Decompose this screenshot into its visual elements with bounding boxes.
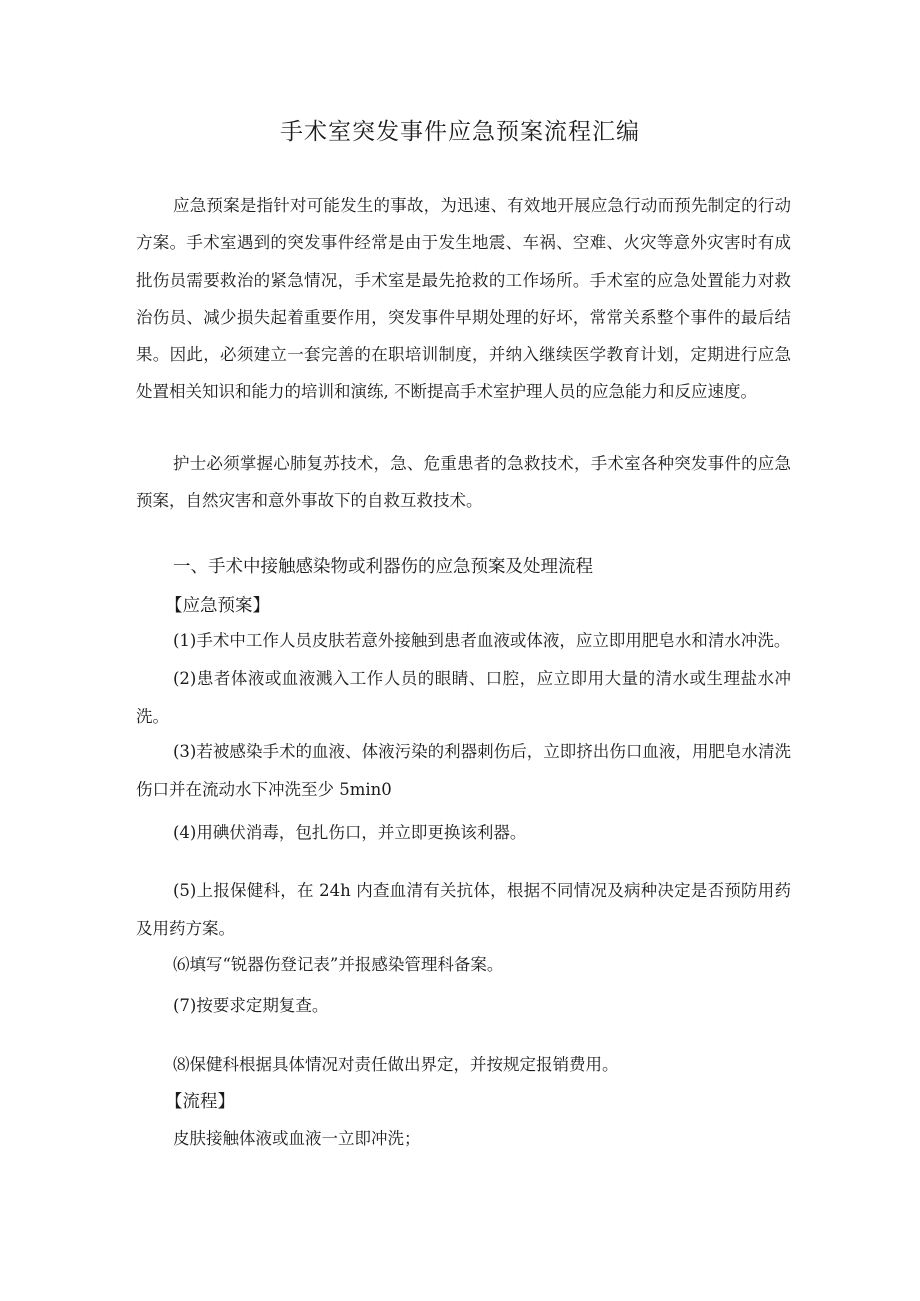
flow-label: 【流程】 xyxy=(165,1092,235,1112)
plan-label: 【应急预案】 xyxy=(165,596,270,616)
list-item: (2)患者体液或血液溅入工作人员的眼睛、口腔，应立即用大量的清水或生理盐水冲洗。 xyxy=(136,669,791,726)
section-heading: 一、手术中接触感染物或利器伤的应急预案及处理流程 xyxy=(173,557,593,577)
list-item: (7)按要求定期复查。 xyxy=(173,996,329,1015)
list-item: (5)上报保健科，在 24h 内查血清有关抗体，根据不同情况及病种决定是否预防用药及用药方案。 xyxy=(136,881,791,938)
list-item: ⑹填写“锐器伤登记表”并报感染管理科备案。 xyxy=(173,955,504,974)
list-item: ⑻保健科根据具体情况对责任做出界定，并按规定报销费用。 xyxy=(173,1055,619,1074)
list-item: (3)若被感染手术的血液、体液污染的利器刺伤后，立即挤出伤口血液，用肥皂水清洗伤口并在流动水下冲洗至少 5min0 xyxy=(136,742,791,799)
document-title: 手术室突发事件应急预案流程汇编 xyxy=(280,119,640,145)
list-item: (4)用碘伏消毒，包扎伤口，并立即更换该利器。 xyxy=(173,823,527,842)
intro-paragraph-2: 护士必须掌握心肺复苏技术，急、危重患者的急救技术，手术室各种突发事件的应急预案，自然灾害和意外事故下的自救互救技术。 xyxy=(136,454,791,511)
intro-paragraph-1: 应急预案是指针对可能发生的事故，为迅速、有效地开展应急行动而预先制定的行动方案。手术室遇到的突发事件经常是由于发生地震、车祸、空难、火灾等意外灾害时有成批伤员需要救治的紧急情况，手术室是最先抢救的工作场所。手术室的应急处置能力对救治伤员、减少损失起着重要作用，突发事件早期处理的好坏，常常关系整个事件的最后结果。因此，必须建立一套完善的在职培训制度，并纳入继续医学教育计划，定期进行应急处置相关知识和能力的培训和演练, 不断提高手术室护理人员的应急能力和反应速度。 xyxy=(136,196,791,402)
flow-step: 皮肤接触体液或血液一立即冲洗； xyxy=(173,1129,421,1148)
list-item: (1)手术中工作人员皮肤若意外接触到患者血液或体液，应立即用肥皂水和清水冲洗。 xyxy=(173,631,791,650)
